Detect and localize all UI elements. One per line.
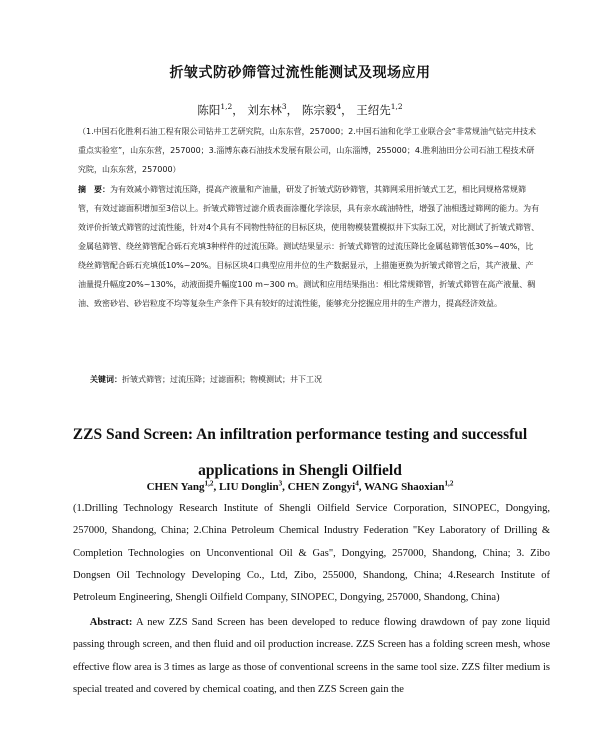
author-sup: 3: [278, 479, 283, 488]
author-sup: 4: [336, 102, 342, 112]
author-name: 王绍先: [356, 103, 391, 117]
english-abstract: [73, 612, 550, 730]
abstract-label: 摘 要：: [78, 185, 110, 194]
keywords-text: 折皱式筛管；过流压降；过滤面积；物模测试；井下工况: [122, 375, 322, 384]
author-name: WANG Shaoxian: [364, 481, 445, 493]
author-name: LIU Donglin: [218, 481, 279, 493]
abstract-text: A new ZZS Sand Screen has been developed to reduce flowing drawdown of pay zone liquid passing through screen, and then fluid and oil production increase. ZZS Screen has a folding screen mesh, whose effective flow area is 3 times as large as those of conventional screens in the same tool size. ZZS filter medium is special treated and covered by chemical coating, and then ZZS Screen gain the: [73, 617, 550, 695]
chinese-keywords: [90, 374, 540, 385]
author-sup: 4: [355, 479, 359, 488]
english-affiliations: (1.Drilling Technology Research Institute of Shengli Oilfield Service Corporation, SINOPEC, Dongying, 257000, Shandong, China; 2.China Petroleum Chemical Industry Federation "Key Laboratory of Drilling & Completion Technologies on Unconventional Oil & Gas", Dongying, 257000, Shandong, China; 3. Zibo Dongsen Oil Technology Developing Co., Ltd, Zibo, 255000, Shandong, China; 4.Research Institute of Petroleum Engineering, Shengli Oilfield Company, SINOPEC, Dongying, 257000, Shandong, China): [73, 503, 550, 604]
author-sup: 1,2: [444, 479, 454, 488]
author-name: CHEN Zongyi: [287, 481, 356, 493]
english-title: ZZS Sand Screen: An infiltration performance testing and successful applications in Shengli Oilfield: [72, 426, 528, 479]
chinese-authors: 陈阳$^{1,2}$， 刘东林$^3$， 陈宗毅$^4$， 王绍先$^{1,2}$: [197, 102, 403, 117]
author-sup: 1,2: [220, 102, 233, 112]
abstract-text: 为有效减小筛管过流压降，提高产液量和产油量，研发了折皱式防砂筛管，其筛网采用折皱式工艺，相比同规格常规筛管，有效过滤面积增加至3倍以上。折皱式筛管过滤介质表面涂覆化学涂层，具有亲水疏油特性，增强了油相透过筛网的能力。为有效评价折皱式筛管的过流性能，针对4个具有不同物性特征的目标区块，使用物模装置模拟井下实际工况，对比测试了折皱式筛管、金属毡筛管、绕丝筛管配合砾石充填3种样件的过流压降。测试结果显示：折皱式筛管的过流压降比金属毡筛管低30%~40%，比绕丝筛管配合砾石充填低10%~20%。目标区块4口典型应用井位的生产数据显示，上措施更换为折皱式筛管之后，其产液量、产油量提升幅度20%~130%，动液面提升幅度100 m~300 m。测试和应用结果指出：相比常规筛管，折皱式筛管在高产液量、稠油、致密砂岩、砂岩粒度不均等复杂生产条件下具有较好的过流性能，能够充分挖掘应用井的生产潜力，提高经济效益。: [78, 185, 540, 308]
chinese-abstract: [78, 180, 540, 313]
abstract-label: Abstract:: [89, 617, 133, 628]
keywords-label: 关键词：: [90, 375, 122, 384]
author-name: 陈宗毅: [301, 103, 337, 117]
english-authors: CHEN Yang$^{1,2}$, LIU Donglin$^3$, CHEN Zongyi$^4$, WANG Shaoxian$^{1,2}$: [146, 479, 454, 493]
author-name: CHEN Yang: [146, 481, 205, 493]
chinese-title: 折皱式防砂筛管过流性能测试及现场应用: [169, 65, 431, 81]
author-sup: 1,2: [204, 479, 214, 488]
author-sup: 3: [281, 102, 287, 112]
chinese-affiliations: （1.中国石化胜利石油工程有限公司钻井工艺研究院，山东东营，257000；2.中国石油和化学工业联合会“非常规油气钻完井技术重点实验室”，山东东营，257000；3.淄博东森石油技术发展有限公司，山东淄博，255000；4.胜利油田分公司石油工程技术研究院，山东东营，257000）: [78, 127, 536, 174]
author-name: 陈阳: [197, 103, 221, 117]
author-sup: 1,2: [390, 102, 403, 112]
author-name: 刘东林: [247, 103, 282, 117]
